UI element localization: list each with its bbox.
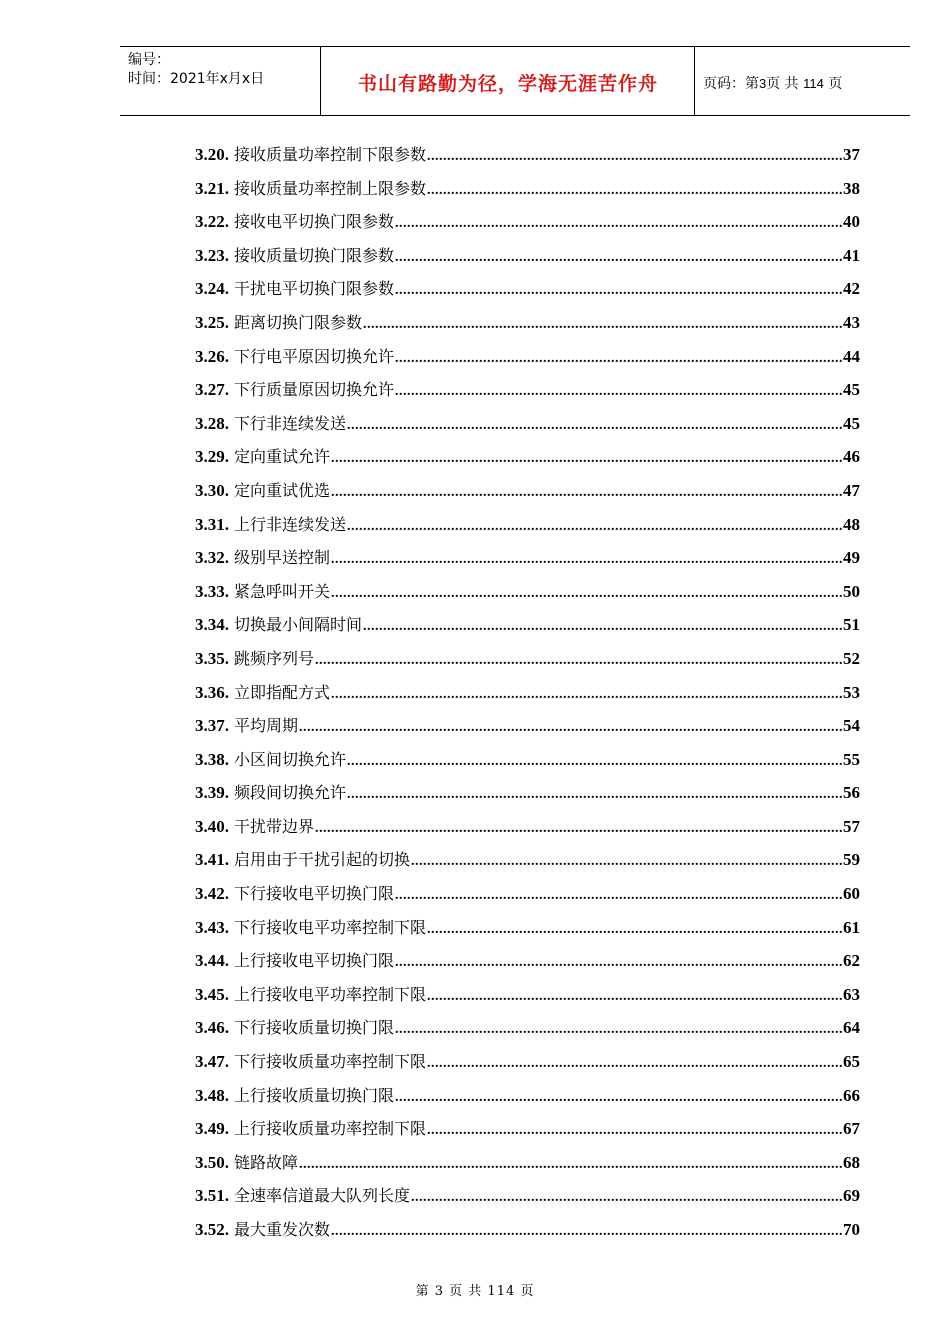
toc-dot-leader (331, 577, 842, 611)
toc-entry-page: 48 (843, 514, 860, 534)
toc-dot-leader (331, 1215, 842, 1249)
toc-entry-number: 3.24. (195, 279, 229, 299)
toc-entry-number: 3.50. (195, 1152, 229, 1172)
toc-entry[interactable] (195, 676, 860, 710)
toc-entry-page: 44 (843, 346, 860, 366)
toc-entry-title: 下行非连续发送 (234, 413, 347, 433)
toc-dot-leader (363, 610, 842, 644)
toc-entry[interactable] (195, 1011, 860, 1045)
page-footer: 第 3 页 共 114 页 (415, 1284, 535, 1299)
toc-dot-leader (347, 778, 842, 812)
toc-entry-number: 3.51. (195, 1186, 229, 1206)
toc-entry-number: 3.47. (195, 1052, 229, 1072)
toc-entry-title: 平均周期 (234, 716, 299, 736)
toc-dot-leader (395, 1081, 842, 1115)
toc-entry[interactable] (195, 272, 860, 306)
toc-entry-title: 上行非连续发送 (234, 514, 347, 534)
toc-dot-leader (347, 745, 842, 779)
toc-entry-title: 下行接收质量切换门限 (234, 1018, 395, 1038)
toc-entry-title: 接收质量功率控制下限参数 (234, 145, 427, 164)
toc-entry-page: 61 (843, 917, 860, 937)
table-of-contents (195, 138, 860, 1247)
toc-dot-leader (395, 342, 842, 376)
toc-entry-number: 3.41. (195, 850, 229, 870)
toc-entry-page: 67 (843, 1119, 860, 1139)
toc-entry[interactable] (195, 911, 860, 945)
toc-entry-title: 下行接收质量功率控制下限 (234, 1052, 427, 1072)
toc-entry-page: 45 (843, 413, 860, 433)
toc-dot-leader (331, 678, 842, 712)
toc-entry-number: 3.39. (195, 783, 229, 803)
toc-dot-leader (315, 812, 842, 846)
toc-entry-title: 立即指配方式 (234, 682, 331, 702)
toc-entry-page: 56 (843, 783, 860, 803)
toc-dot-leader (395, 274, 842, 308)
toc-entry[interactable] (195, 843, 860, 877)
header-divider (694, 47, 695, 115)
toc-dot-leader (395, 207, 842, 241)
page-header (120, 46, 910, 116)
toc-entry[interactable] (195, 1179, 860, 1213)
toc-entry-number: 3.27. (195, 380, 229, 400)
toc-entry-page: 43 (843, 312, 860, 332)
toc-entry[interactable] (195, 1045, 860, 1079)
toc-entry-title: 上行接收质量切换门限 (234, 1085, 395, 1105)
toc-entry-page: 62 (843, 951, 860, 971)
toc-entry-title: 干扰电平切换门限参数 (234, 279, 395, 299)
toc-entry[interactable] (195, 944, 860, 978)
toc-entry-page: 66 (843, 1085, 860, 1105)
toc-dot-leader (395, 241, 842, 275)
toc-entry-number: 3.43. (195, 917, 229, 937)
toc-entry-number: 3.21. (195, 178, 229, 198)
toc-entry-title: 紧急呼叫开关 (234, 581, 331, 601)
toc-entry[interactable] (195, 608, 860, 642)
toc-entry-number: 3.30. (195, 480, 229, 500)
header-page-indicator (703, 73, 842, 93)
toc-entry-page: 54 (843, 716, 860, 736)
toc-entry[interactable] (195, 1213, 860, 1247)
page-total: 114 (803, 76, 824, 91)
page-mid: 页 共 (766, 76, 799, 92)
toc-entry-page: 57 (843, 816, 860, 836)
toc-entry[interactable] (195, 474, 860, 508)
toc-dot-leader (427, 913, 842, 947)
toc-dot-leader (395, 879, 842, 913)
toc-entry-title: 下行接收电平切换门限 (234, 884, 395, 904)
toc-entry-page: 50 (843, 581, 860, 601)
toc-entry-title: 跳频序列号 (234, 648, 315, 668)
toc-entry-page: 51 (843, 615, 860, 635)
toc-dot-leader (331, 442, 842, 476)
toc-dot-leader (395, 946, 842, 980)
toc-entry-title: 定向重试优选 (234, 480, 331, 500)
toc-entry-title: 上行接收电平功率控制下限 (234, 984, 427, 1004)
toc-entry[interactable] (195, 810, 860, 844)
toc-entry[interactable] (195, 407, 860, 441)
toc-entry-number: 3.36. (195, 682, 229, 702)
toc-entry-number: 3.28. (195, 413, 229, 433)
toc-entry[interactable] (195, 440, 860, 474)
toc-entry-title: 接收电平切换门限参数 (234, 212, 395, 232)
toc-entry-title: 频段间切换允许 (234, 783, 347, 803)
toc-entry-number: 3.49. (195, 1119, 229, 1139)
toc-entry[interactable] (195, 340, 860, 374)
toc-dot-leader (427, 174, 842, 208)
toc-entry[interactable] (195, 1112, 860, 1146)
toc-entry-number: 3.37. (195, 716, 229, 736)
toc-dot-leader (315, 644, 842, 678)
toc-entry-title: 小区间切换允许 (234, 749, 347, 769)
toc-entry[interactable] (195, 138, 860, 172)
toc-entry[interactable] (195, 205, 860, 239)
toc-entry-page: 45 (843, 380, 860, 400)
toc-dot-leader (395, 1013, 842, 1047)
toc-entry[interactable] (195, 541, 860, 575)
toc-entry[interactable] (195, 743, 860, 777)
toc-entry-page: 38 (843, 178, 860, 198)
toc-entry-number: 3.52. (195, 1220, 229, 1239)
toc-entry-page: 64 (843, 1018, 860, 1038)
toc-entry[interactable] (195, 776, 860, 810)
toc-entry-title: 启用由于干扰引起的切换 (234, 850, 411, 870)
toc-entry-number: 3.46. (195, 1018, 229, 1038)
toc-entry-title: 接收质量功率控制上限参数 (234, 178, 427, 198)
toc-entry-page: 53 (843, 682, 860, 702)
toc-entry-number: 3.44. (195, 951, 229, 971)
toc-entry-title: 定向重试允许 (234, 447, 331, 467)
doc-code-label: 编号： (128, 52, 170, 68)
toc-dot-leader (411, 845, 842, 879)
toc-entry-number: 3.32. (195, 548, 229, 568)
toc-entry-page: 40 (843, 212, 860, 232)
toc-entry-number: 3.25. (195, 312, 229, 332)
toc-dot-leader (427, 1047, 842, 1081)
toc-entry-title: 上行接收质量功率控制下限 (234, 1119, 427, 1139)
toc-entry-page: 69 (843, 1186, 860, 1206)
toc-dot-leader (411, 1181, 842, 1215)
toc-entry-page: 49 (843, 548, 860, 568)
toc-entry-number: 3.35. (195, 648, 229, 668)
page-current: 3 (759, 76, 767, 91)
page-suffix: 页 (828, 76, 843, 92)
toc-entry-page: 59 (843, 850, 860, 870)
toc-entry-number: 3.20. (195, 145, 229, 164)
toc-dot-leader (427, 140, 842, 174)
toc-entry-number: 3.42. (195, 884, 229, 904)
toc-entry-page: 55 (843, 749, 860, 769)
toc-entry-number: 3.26. (195, 346, 229, 366)
toc-entry-page: 60 (843, 884, 860, 904)
toc-entry-page: 70 (843, 1220, 860, 1239)
toc-dot-leader (427, 980, 842, 1014)
toc-entry-page: 47 (843, 480, 860, 500)
toc-dot-leader (427, 1114, 842, 1148)
toc-entry[interactable] (195, 642, 860, 676)
toc-dot-leader (299, 711, 842, 745)
toc-entry[interactable] (195, 1146, 860, 1180)
toc-entry-number: 3.23. (195, 245, 229, 265)
toc-entry-page: 37 (843, 145, 860, 164)
toc-entry-title: 最大重发次数 (234, 1220, 331, 1239)
toc-entry[interactable] (195, 978, 860, 1012)
toc-entry-page: 41 (843, 245, 860, 265)
header-motto: 书山有路勤为径，学海无涯苦作舟 (357, 73, 658, 95)
toc-entry-number: 3.34. (195, 615, 229, 635)
toc-entry-page: 68 (843, 1152, 860, 1172)
toc-entry-title: 级别早送控制 (234, 548, 331, 568)
toc-entry-title: 下行电平原因切换允许 (234, 346, 395, 366)
toc-entry-number: 3.33. (195, 581, 229, 601)
toc-dot-leader (347, 510, 842, 544)
toc-dot-leader (363, 308, 842, 342)
toc-entry-page: 63 (843, 984, 860, 1004)
toc-dot-leader (331, 476, 842, 510)
toc-entry-title: 上行接收电平切换门限 (234, 951, 395, 971)
toc-entry-page: 52 (843, 648, 860, 668)
toc-entry-number: 3.45. (195, 984, 229, 1004)
toc-entry-number: 3.48. (195, 1085, 229, 1105)
toc-entry[interactable] (195, 306, 860, 340)
toc-dot-leader (347, 409, 842, 443)
toc-entry-title: 下行接收电平功率控制下限 (234, 917, 427, 937)
toc-entry-number: 3.29. (195, 447, 229, 467)
toc-entry[interactable] (195, 373, 860, 407)
doc-time-label: 时间：2021年x月x日 (128, 71, 265, 87)
toc-entry-title: 干扰带边界 (234, 816, 315, 836)
header-divider (320, 47, 321, 115)
toc-entry[interactable] (195, 239, 860, 273)
toc-entry-title: 接收质量切换门限参数 (234, 245, 395, 265)
toc-dot-leader (331, 543, 842, 577)
toc-dot-leader (299, 1148, 842, 1182)
toc-entry[interactable] (195, 172, 860, 206)
toc-entry-title: 下行质量原因切换允许 (234, 380, 395, 400)
toc-dot-leader (395, 375, 842, 409)
toc-entry-page: 46 (843, 447, 860, 467)
toc-entry-title: 全速率信道最大队列长度 (234, 1186, 411, 1206)
toc-entry-number: 3.22. (195, 212, 229, 232)
toc-entry-page: 65 (843, 1052, 860, 1072)
toc-entry-title: 切换最小间隔时间 (234, 615, 363, 635)
page-prefix: 页码：第 (703, 76, 759, 92)
toc-entry-title: 距离切换门限参数 (234, 312, 363, 332)
header-meta (128, 51, 264, 89)
toc-entry[interactable] (195, 877, 860, 911)
toc-entry-number: 3.38. (195, 749, 229, 769)
toc-entry[interactable] (195, 508, 860, 542)
toc-entry[interactable] (195, 709, 860, 743)
toc-entry-title: 链路故障 (234, 1152, 299, 1172)
toc-entry-number: 3.31. (195, 514, 229, 534)
toc-entry-number: 3.40. (195, 816, 229, 836)
toc-entry-page: 42 (843, 279, 860, 299)
toc-entry[interactable] (195, 575, 860, 609)
toc-entry[interactable] (195, 1079, 860, 1113)
